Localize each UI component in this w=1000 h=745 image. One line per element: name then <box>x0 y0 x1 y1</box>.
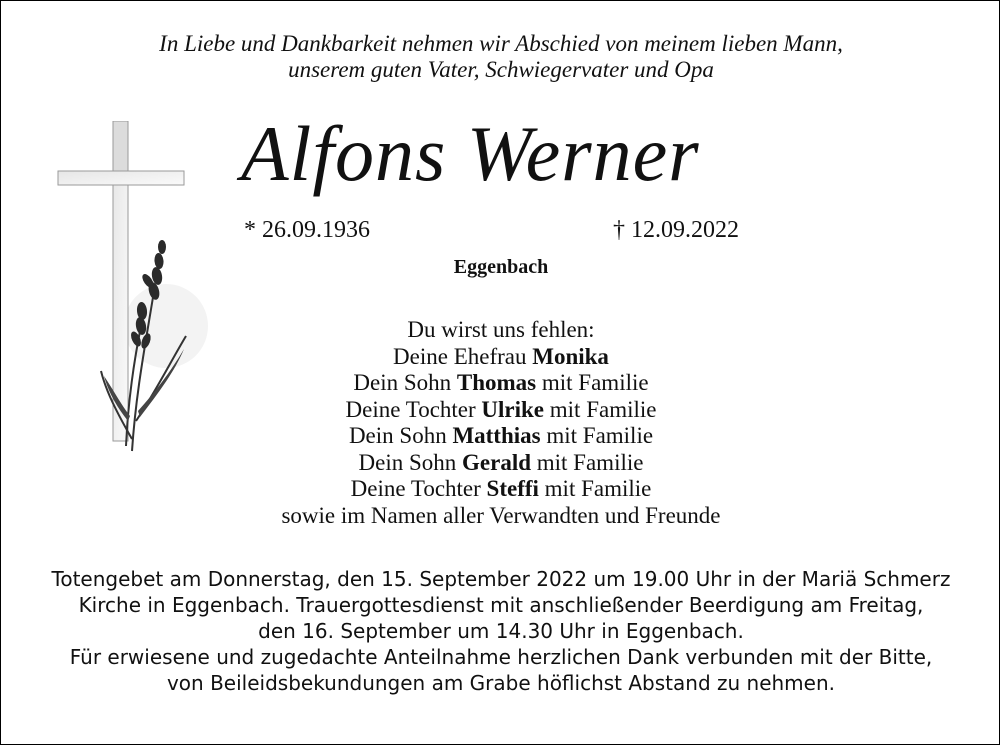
mourner-line: Dein Sohn Matthias mit Familie <box>348 423 654 448</box>
details-line: von Beileidsbekundungen am Grabe höflichst Abstand zu nehmen. <box>166 671 836 695</box>
mourners-closing: sowie im Namen aller Verwandten und Freunde <box>281 502 721 528</box>
mourner-name: Ulrike <box>481 396 545 422</box>
mourner-line: Dein Sohn Gerald mit Familie <box>358 449 644 475</box>
service-details <box>1 566 1000 696</box>
birth-date: * 26.09.1936 <box>244 217 370 243</box>
place-of-residence: Eggenbach <box>453 256 549 278</box>
intro-text <box>1 31 1000 83</box>
details-line: Kirche in Eggenbach. Trauergottesdienst mit anschließender Beerdigung am Freitag, <box>78 593 924 617</box>
cross-with-wheat-icon <box>56 121 216 461</box>
death-date: † 12.09.2022 <box>613 217 739 243</box>
intro-line: unserem guten Vater, Schwiegervater und Opa <box>288 57 714 82</box>
mourner-name: Steffi <box>486 476 539 501</box>
mourner-name: Thomas <box>456 370 537 395</box>
mourner-name: Monika <box>532 343 609 369</box>
details-line: den 16. September um 14.30 Uhr in Eggenbach. <box>258 619 744 643</box>
details-line: Totengebet am Donnerstag, den 15. September 2022 um 19.00 Uhr in der Mariä Schmerz <box>51 567 951 591</box>
mourner-line: Deine Tochter Ulrike mit Familie <box>345 396 657 422</box>
mourner-line: Deine Tochter Steffi mit Familie <box>350 476 652 501</box>
mourners-opening: Du wirst uns fehlen: <box>407 317 595 342</box>
intro-line: In Liebe und Dankbarkeit nehmen wir Abschied von meinem lieben Mann, <box>159 31 843 56</box>
details-line: Für erwiesene und zugedachte Anteilnahme herzlichen Dank verbunden mit der Bitte, <box>69 645 933 669</box>
mourner-line: Dein Sohn Thomas mit Familie <box>353 370 649 395</box>
mourners-list <box>201 317 801 529</box>
deceased-name: Alfons Werner <box>241 110 700 197</box>
mourner-line: Deine Ehefrau Monika <box>393 343 609 369</box>
mourner-name: Gerald <box>462 449 532 475</box>
mourner-name: Matthias <box>452 423 541 448</box>
